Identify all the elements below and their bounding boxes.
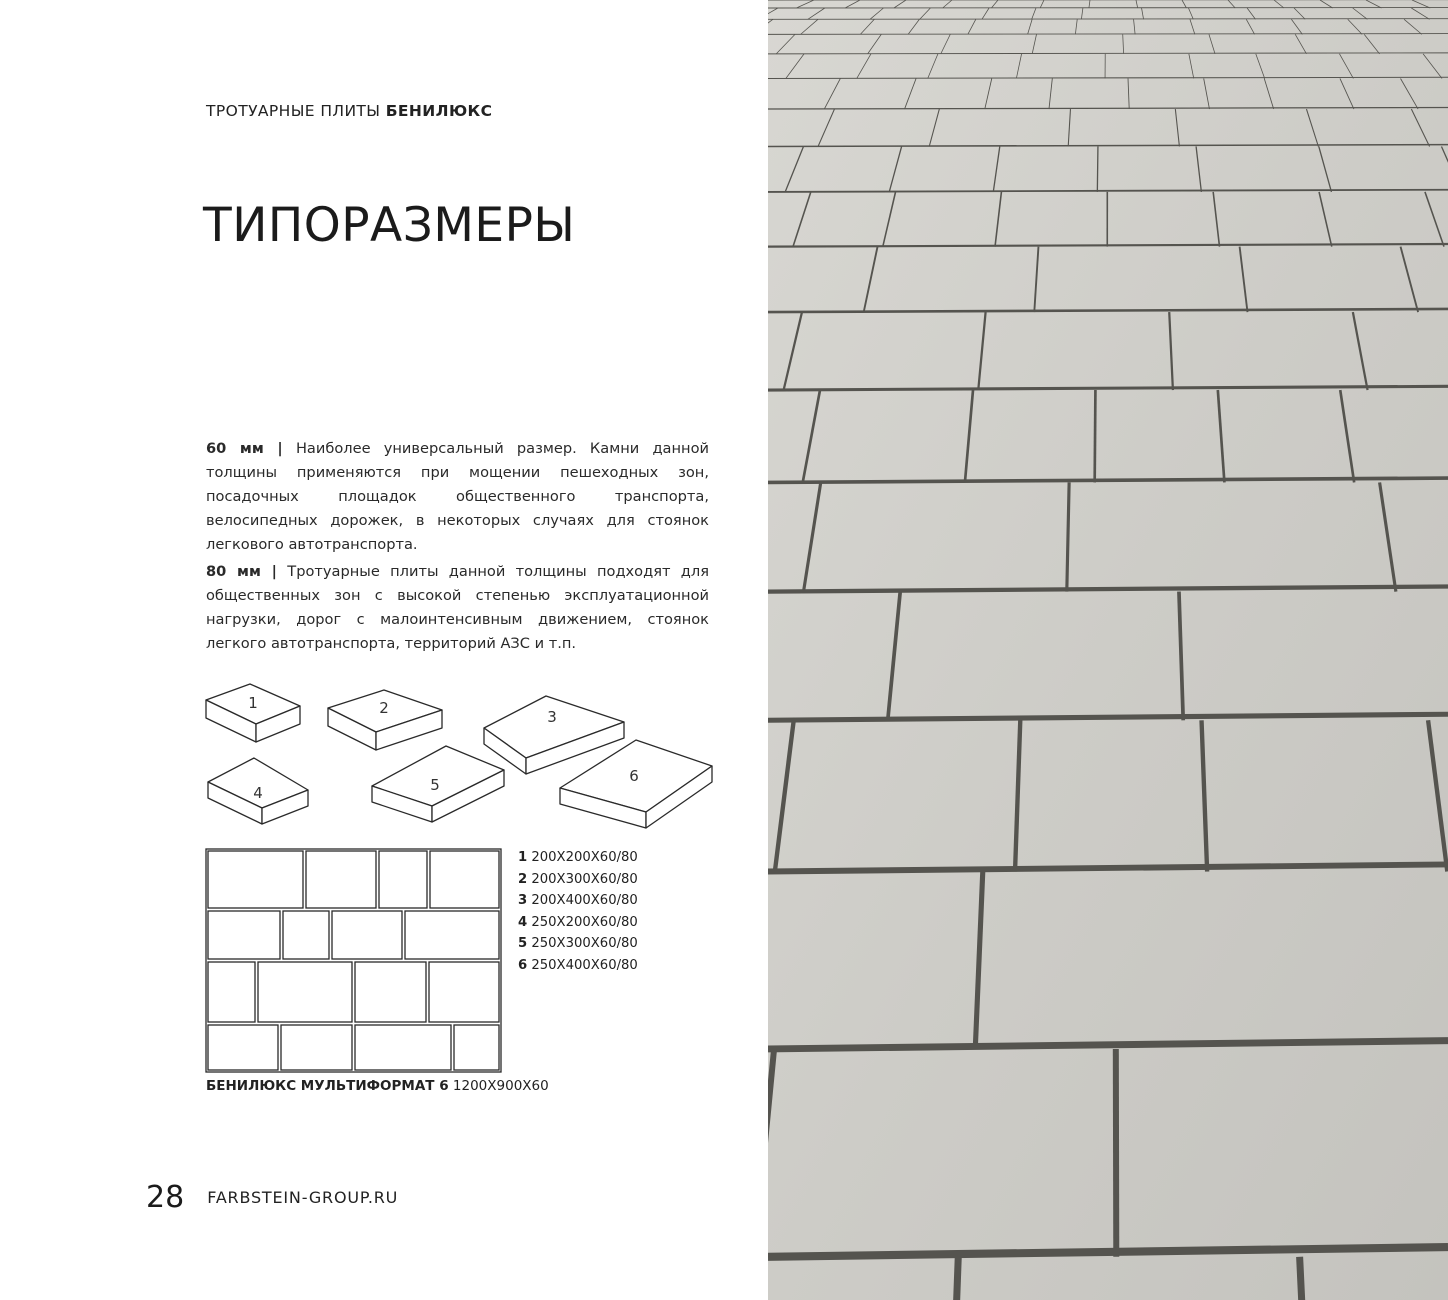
size-value: 250Х300Х60/80 [531,936,638,951]
size-row [518,912,638,934]
size-value: 200Х400Х60/80 [531,893,638,908]
layout-tile [379,851,427,908]
caption-dims: 1200Х900Х60 [452,1078,549,1094]
page-title: ТИПОРАЗМЕРЫ [203,198,576,253]
paragraph-lead: 80 мм | [206,563,277,580]
tile-number: 1 [248,694,258,712]
layout-tile [430,851,499,908]
layout-tile [429,962,499,1022]
size-number: 5 [518,936,528,951]
layout-tile [454,1025,499,1070]
multiformat-layout-diagram [205,848,503,1074]
kicker-brand: БЕНИЛЮКС [385,102,493,120]
paragraph-80mm [206,560,709,656]
size-row [518,955,638,977]
tile-5 [372,746,504,822]
paving-photo [768,0,1448,1300]
size-number: 2 [518,871,528,887]
tile-number: 5 [430,776,440,794]
paving-photo-image [768,0,1448,1300]
layout-tile [208,851,303,908]
size-number: 6 [518,957,528,973]
layout-tile [283,911,329,959]
paragraph-text: Тротуарные плиты данной толщины подходят для общественных зон с высокой степенью эксплуатационной нагрузки, дорог с малоинтенсивным движением, стоянок легкого автотранспорта, территорий АЗС и т.п. [206,563,709,652]
size-row [518,869,638,891]
tile-1 [206,684,300,742]
layout-caption [206,1078,549,1094]
size-row [518,933,638,955]
size-number: 4 [518,914,528,930]
size-row [518,890,638,912]
paving-joint [1097,146,1098,191]
size-row [518,847,638,869]
layout-tile [208,1025,278,1070]
layout-tile [355,1025,451,1070]
paving-joint [768,19,1448,20]
paving-joint [1095,390,1096,482]
paragraph-lead: 60 мм | [206,440,283,457]
layout-tile [405,911,499,959]
section-kicker [206,102,492,120]
size-legend [518,847,638,976]
website-url: FARBSTEIN-GROUP.RU [207,1188,399,1207]
layout-tile [355,962,426,1022]
paragraph-60mm [206,437,709,557]
tile-number: 3 [547,708,557,726]
size-value: 200Х200Х60/80 [531,850,638,865]
page-number: 28 [146,1180,185,1215]
caption-name: БЕНИЛЮКС МУЛЬТИФОРМАТ 6 [206,1078,449,1094]
tile-4 [208,758,308,824]
size-value: 250Х400Х60/80 [531,957,638,973]
paragraph-text: Наиболее универсальный размер. Камни данной толщины применяются при мощении пешеходных зон, посадочных площадок общественного транспорта, велосипедных дорожек, в некоторых случаях для стоянок легкового автотранспорта. [206,440,709,553]
tile-2 [328,690,442,750]
layout-tile [332,911,402,959]
layout-tile [208,911,280,959]
size-number: 3 [518,893,528,908]
size-value: 250Х200Х60/80 [531,914,638,930]
kicker-prefix: ТРОТУАРНЫЕ ПЛИТЫ [206,102,381,120]
tile-number: 6 [629,767,639,785]
description [206,437,709,659]
page-footer [146,1180,398,1215]
size-number: 1 [518,850,528,865]
tile-number: 2 [379,699,389,717]
layout-tile [306,851,376,908]
tile-number: 4 [253,784,263,802]
layout-tile [281,1025,352,1070]
layout-tile [258,962,352,1022]
tile-shapes-illustration [196,670,726,840]
size-value: 200Х300Х60/80 [531,871,638,887]
layout-tile [208,962,255,1022]
